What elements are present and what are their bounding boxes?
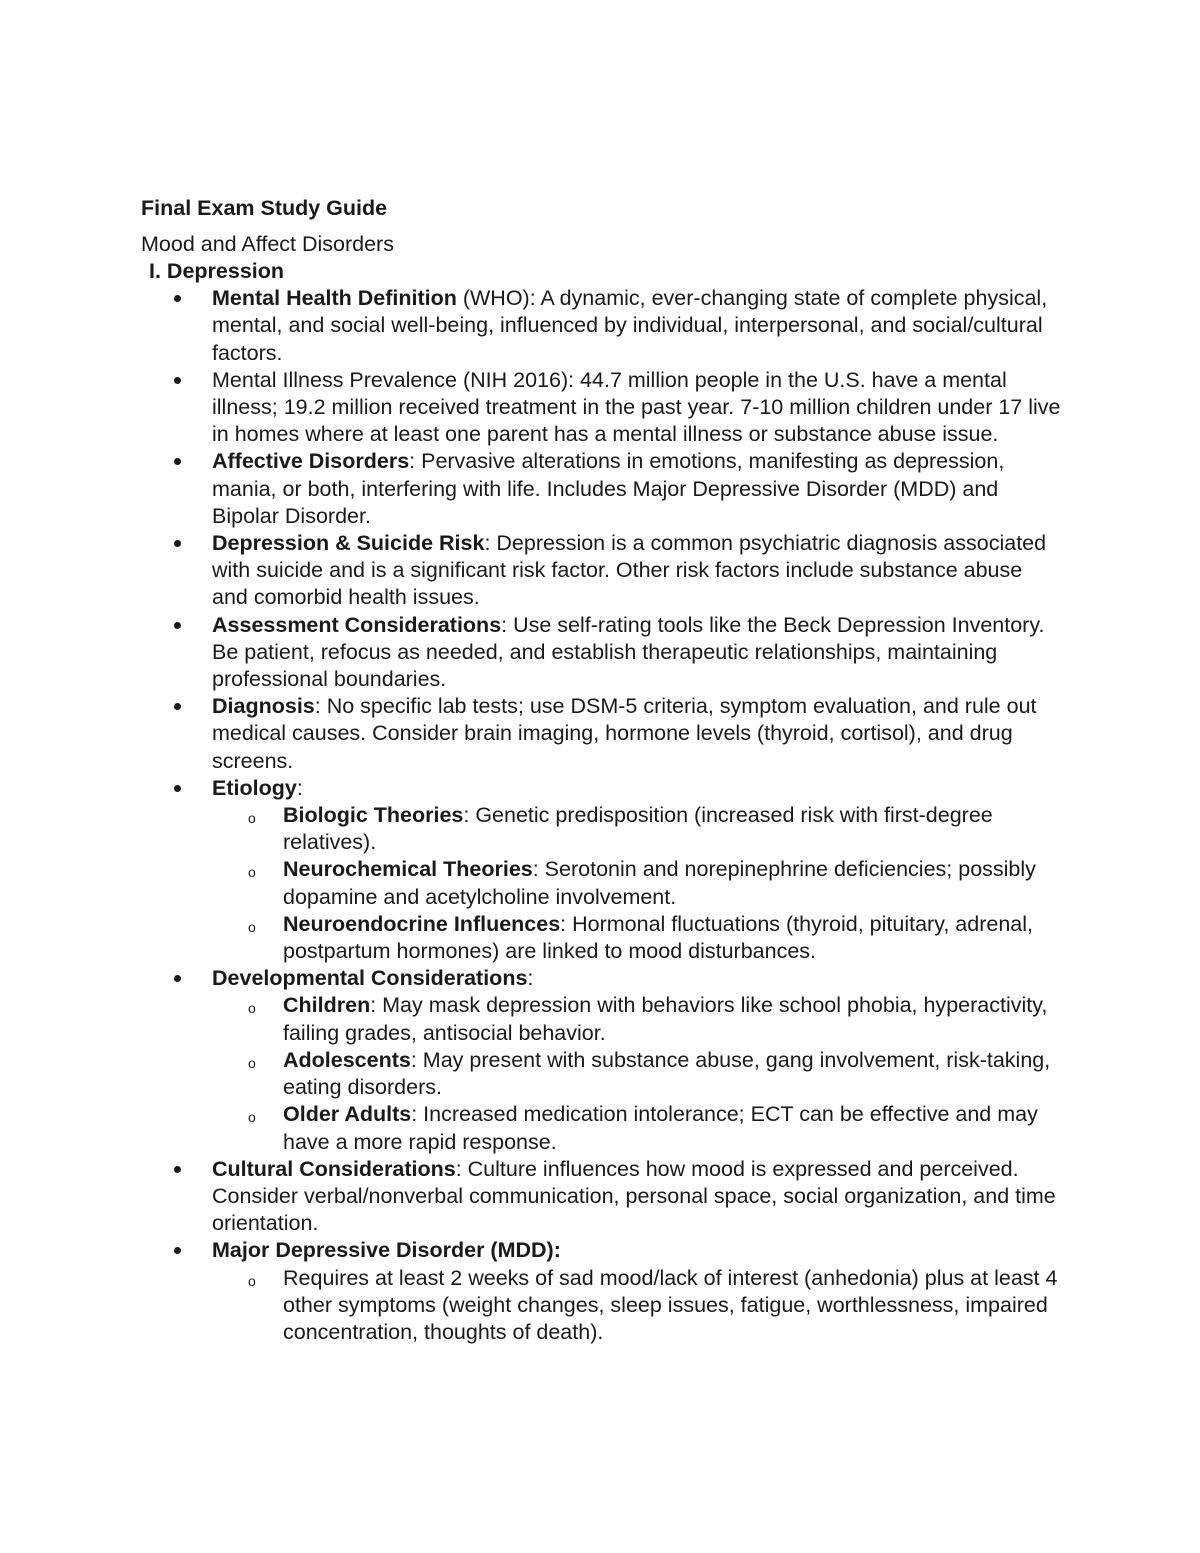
section-heading: I. Depression [149,259,285,283]
bullet-icon [174,1247,181,1254]
list-item [141,285,1061,367]
list-item [141,448,1061,530]
sub-bullet-icon: o [248,1054,256,1071]
item-text: : Increased medication intolerance; ECT can be effective and may have a more rapid response. [283,1102,1038,1154]
item-term: Neurochemical Theories [283,857,533,882]
item-text: : May present with substance abuse, gang involvement, risk-taking, eating disorders. [283,1047,1051,1100]
item-text: Mental Illness Prevalence (NIH 2016): 44.7 million people in the U.S. have a mental illness; 19.2 million received treatment in the past year. 7-10 million children under 17 live in homes where at least one parent has a mental illness or substance abuse issue. [212,367,1061,447]
item-text: : May mask depression with behaviors like school phobia, hyperactivity, failing grades, antisocial behavior. [283,993,1048,1045]
item-term: Depression & Suicide Risk [212,531,485,556]
sub-bullet-icon: o [248,1109,256,1126]
bullet-icon [174,295,181,302]
item-term: Assessment Considerations [212,612,502,637]
item-term: Biologic Theories [283,803,464,828]
list-item [141,367,1061,449]
item-text: : Hormonal fluctuations (thyroid, pituitary, adrenal, postpartum hormones) are linked to mood disturbances. [283,911,1033,964]
sub-list [212,802,1061,965]
item-text: : Genetic predisposition (increased risk with first-degree relatives). [283,803,993,855]
item-text: : Depression is a common psychiatric diagnosis associated with suicide and is a significant risk factor. Other risk factors include substance abuse and comorbid health issues. [212,531,1047,610]
sub-list-item [212,1047,1061,1101]
document-title: Final Exam Study Guide [141,196,388,220]
item-term: Developmental Considerations [212,966,528,991]
bullet-icon [174,458,181,465]
sub-bullet-icon: o [248,918,256,935]
sub-bullet-icon: o [248,864,256,881]
item-text: : [296,775,303,800]
bullet-icon [174,785,181,792]
bullet-icon [174,1166,181,1173]
item-text: : Pervasive alterations in emotions, manifesting as depression, mania, or both, interfering with life. Includes Major Depressive Disorder (MDD) and Bipolar Disorder. [212,449,1005,528]
sub-list-item [212,911,1061,965]
item-text: Requires at least 2 weeks of sad mood/lack of interest (anhedonia) plus at least 4 other symptoms (weight changes, sleep issues, fatigue, worthlessness, impaired concentration, thoughts of death). [283,1265,1058,1344]
list-item [141,1156,1061,1238]
sub-list-item [212,802,1061,856]
sub-bullet-icon: o [248,810,256,827]
list-item [141,530,1061,612]
bullet-icon [174,540,181,547]
item-term: Children [283,993,371,1018]
sub-bullet-icon: o [248,1272,256,1289]
sub-list-item [212,1101,1061,1155]
list-item [141,693,1061,775]
item-text: : Culture influences how mood is expressed and perceived. Consider verbal/nonverbal communication, personal space, social organization, and time orientation. [212,1156,1056,1236]
item-term: Adolescents [283,1047,411,1072]
item-term: Diagnosis [212,694,315,719]
sub-list-item [212,856,1061,910]
item-term: Major Depressive Disorder (MDD): [212,1238,561,1263]
list-item [141,612,1061,694]
sub-bullet-icon: o [248,1000,256,1017]
item-term: Etiology [212,775,297,800]
item-text: : [527,966,534,991]
sub-list [212,1265,1061,1347]
bullet-list [141,285,1061,1346]
document-page [141,192,1061,1346]
bullet-icon [174,622,181,629]
document-subtitle: Mood and Affect Disorders [141,232,394,256]
item-text: (WHO): A dynamic, ever-changing state of complete physical, mental, and social well-being, influenced by individual, interpersonal, and social/cultural factors. [212,286,1048,365]
item-term: Older Adults [283,1102,412,1127]
list-item [141,775,1061,965]
item-text: : Use self-rating tools like the Beck Depression Inventory. Be patient, refocus as needed, and establish therapeutic relationships, maintaining professional boundaries. [212,612,1045,692]
list-item [141,965,1061,1155]
item-text: : Serotonin and norepinephrine deficiencies; possibly dopamine and acetylcholine involvement. [283,857,1036,909]
item-term: Affective Disorders [212,449,410,474]
item-term: Mental Health Definition [212,286,457,311]
bullet-icon [174,975,181,982]
item-term: Neuroendocrine Influences [283,911,561,936]
bullet-icon [174,377,181,384]
list-item [141,1237,1061,1346]
bullet-icon [174,703,181,710]
item-text: : No specific lab tests; use DSM-5 criteria, symptom evaluation, and rule out medical causes. Consider brain imaging, hormone levels (thyroid, cortisol), and drug screens. [212,694,1037,773]
sub-list [212,992,1061,1155]
sub-list-item [212,992,1061,1046]
item-term: Cultural Considerations [212,1156,456,1181]
sub-list-item [212,1265,1061,1347]
